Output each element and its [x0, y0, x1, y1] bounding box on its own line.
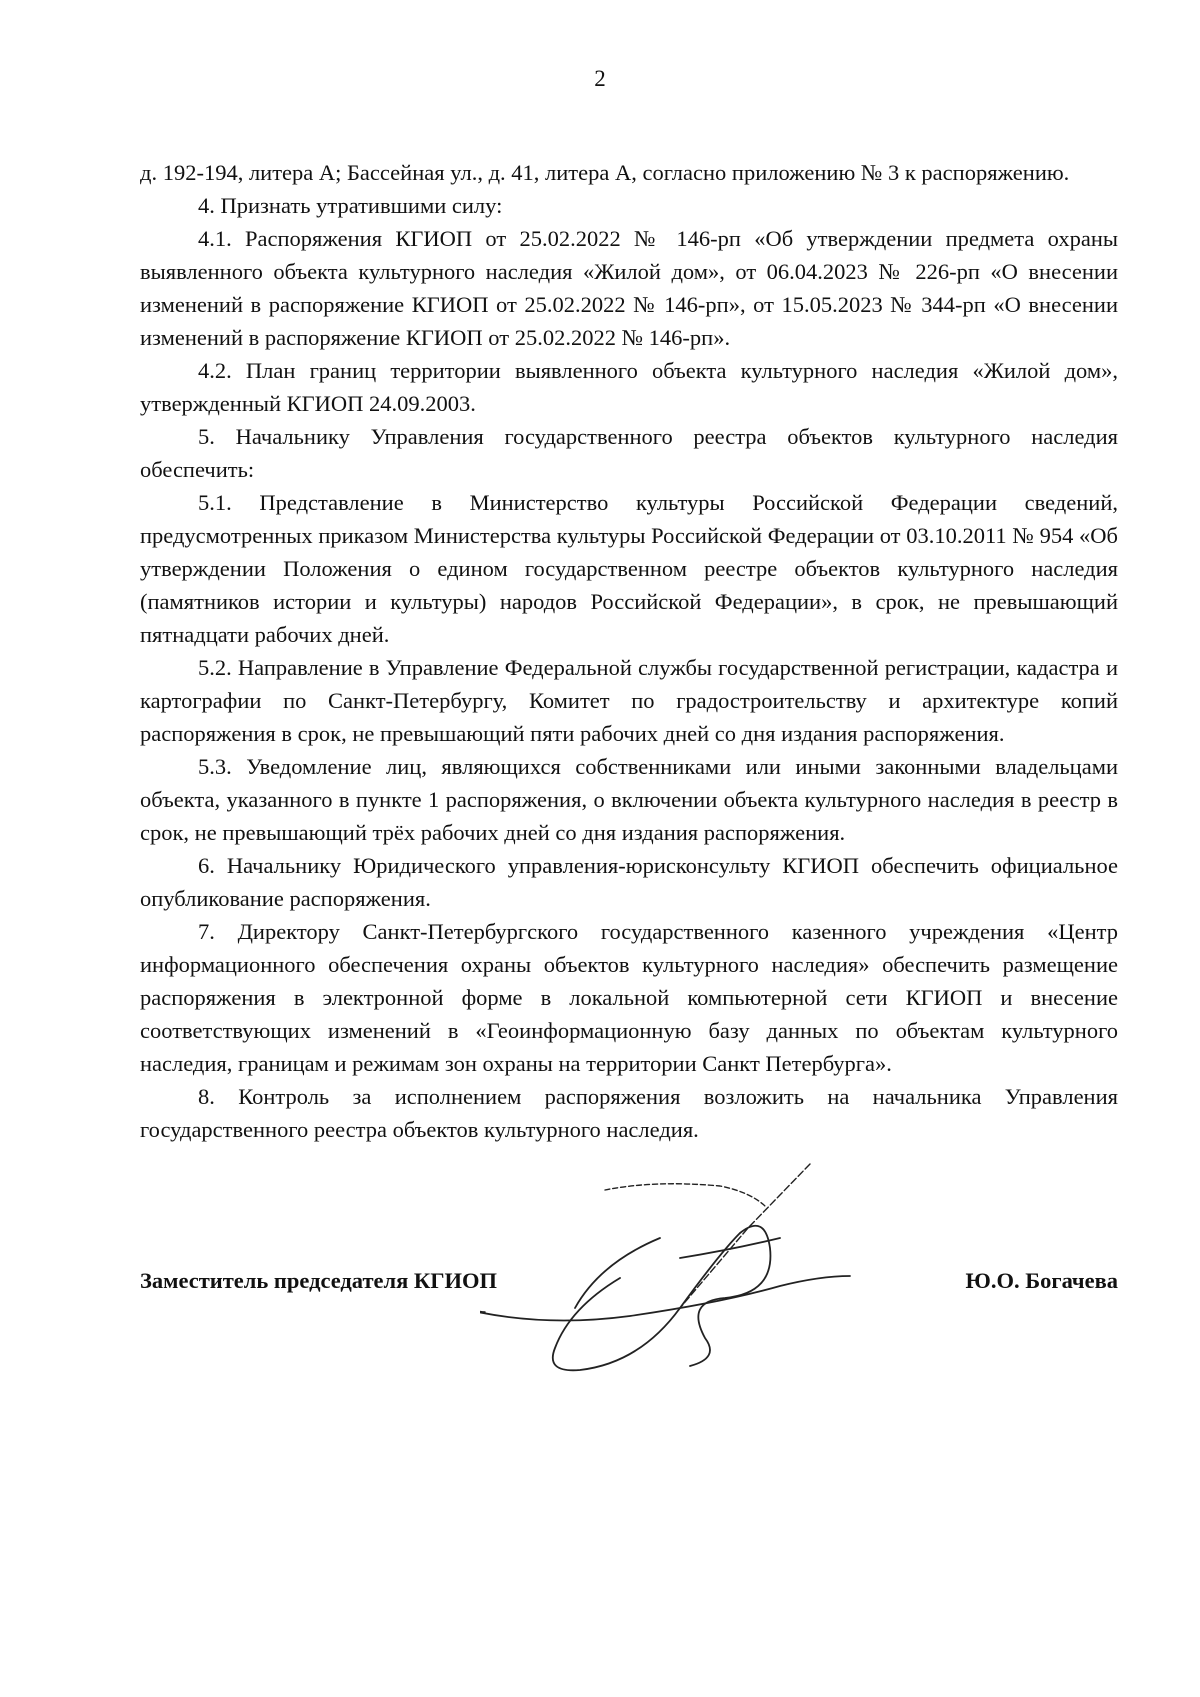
signature-block	[140, 1268, 1118, 1308]
paragraph-item-4-2: 4.2. План границ территории выявленного объекта культурного наследия «Жилой дом», утвержденный КГИОП 24.09.2003.	[140, 358, 1118, 416]
paragraph-item-7: 7. Директору Санкт-Петербургского государственного казенного учреждения «Центр информационного обеспечения охраны объектов культурного наследия» обеспечить размещение распоряжения в электронной форме в локальной компьютерной сети КГИОП и внесение соответствующих изменений в «Геоинформационную базу данных по объектам культурного наследия, границам и режимам зон охраны на территории Санкт Петербурга».	[140, 919, 1118, 1076]
signer-title: Заместитель председателя КГИОП	[140, 1268, 498, 1293]
paragraph-item-4: 4. Признать утратившими силу:	[198, 193, 503, 218]
paragraph-item-5: 5. Начальнику Управления государственного реестра объектов культурного наследия обеспечить:	[140, 424, 1118, 482]
page-number: 2	[594, 66, 606, 91]
paragraph-item-5-3: 5.3. Уведомление лиц, являющихся собственниками или иными законными владельцами объекта, указанного в пункте 1 распоряжения, о включении объекта культурного наследия в реестр в срок, не превышающий трёх рабочих дней со дня издания распоряжения.	[140, 754, 1118, 845]
paragraph-item-5-1: 5.1. Представление в Министерство культуры Российской Федерации сведений, предусмотренных приказом Министерства культуры Российской Федерации от 03.10.2011 № 954 «Об утверждении Положения о едином государственном реестре объектов культурного наследия (памятников истории и культуры) народов Российской Федерации», в срок, не превышающий пятнадцати рабочих дней.	[140, 490, 1118, 647]
paragraph-address-continuation: д. 192-194, литера А; Бассейная ул., д. 41, литера А, согласно приложению № 3 к распоряжению.	[140, 160, 1070, 185]
paragraph-item-8: 8. Контроль за исполнением распоряжения возложить на начальника Управления государственного реестра объектов культурного наследия.	[140, 1084, 1118, 1142]
document-body	[140, 156, 1118, 1146]
paragraph-item-4-1: 4.1. Распоряжения КГИОП от 25.02.2022 № 146-рп «Об утверждении предмета охраны выявленного объекта культурного наследия «Жилой дом», от 06.04.2023 № 226-рп «О внесении изменений в распоряжение КГИОП от 25.02.2022 № 146-рп», от 15.05.2023 № 344-рп «О внесении изменений в распоряжение КГИОП от 25.02.2022 № 146-рп».	[140, 226, 1118, 350]
paragraph-item-6: 6. Начальнику Юридического управления-юрисконсульту КГИОП обеспечить официальное опубликование распоряжения.	[140, 853, 1118, 911]
paragraph-item-5-2: 5.2. Направление в Управление Федеральной службы государственной регистрации, кадастра и картографии по Санкт-Петербургу, Комитет по градостроительству и архитектуре копий распоряжения в срок, не превышающий пяти рабочих дней со дня издания распоряжения.	[140, 655, 1118, 746]
signer-name: Ю.О. Богачева	[965, 1268, 1118, 1293]
